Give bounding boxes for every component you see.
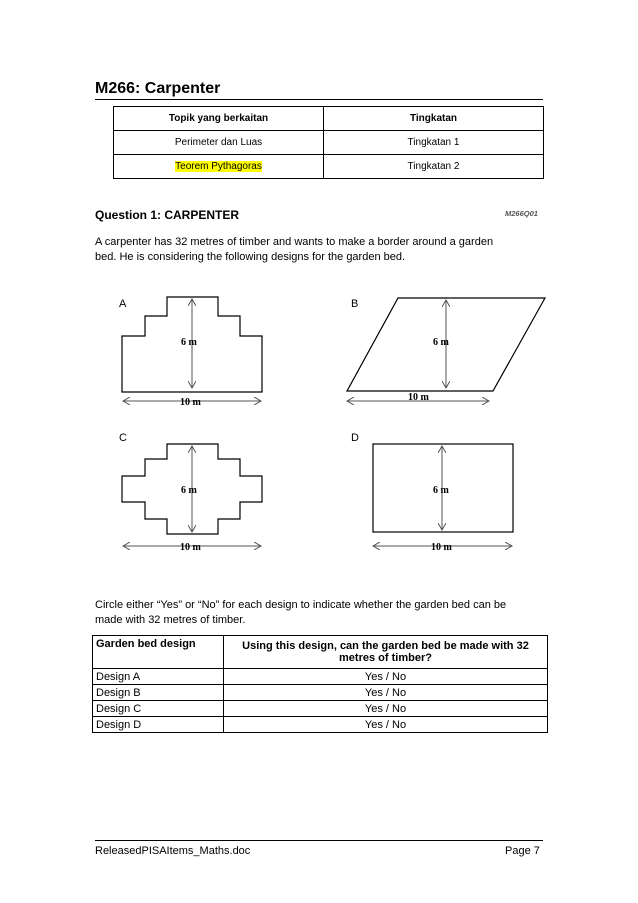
design-c-height: 6 m (181, 485, 197, 496)
figure-b-label: B (351, 298, 359, 310)
table-row (93, 685, 548, 701)
question-title: Question 1: CARPENTER (95, 208, 240, 222)
yes-no-choice[interactable]: Yes / No (224, 685, 548, 701)
design-cell: Design B (93, 685, 224, 701)
answer-header-line: Using this design, can the garden bed be made with 32 (242, 640, 529, 652)
topic-header-cell: Topik yang berkaitan (114, 107, 324, 131)
question-code: M266Q01 (505, 209, 538, 218)
answer-table-header (93, 636, 548, 669)
instruction-line: Circle either “Yes” or “No” for each design to indicate whether the garden bed can be (95, 599, 507, 611)
intro-line: bed. He is considering the following designs for the garden bed. (95, 251, 406, 263)
design-c-width: 10 m (180, 542, 201, 553)
design-column-header: Garden bed design (93, 636, 224, 669)
table-row (93, 669, 548, 685)
topic-text: Perimeter dan Luas (174, 137, 263, 148)
yes-no-choice[interactable]: Yes / No (224, 701, 548, 717)
instruction-line: made with 32 metres of timber. (95, 614, 246, 626)
page-title: M266: Carpenter (95, 80, 221, 97)
figure-d-label: D (351, 432, 359, 444)
topic-text-highlighted: Teorem Pythagoras (175, 161, 262, 172)
answer-table (92, 635, 548, 733)
design-cell: Design C (93, 701, 224, 717)
design-d-height: 6 m (433, 485, 449, 496)
footer-filename: ReleasedPISAItems_Maths.doc (95, 845, 251, 857)
level-cell: Tingkatan 1 (324, 131, 544, 155)
footer-rule (95, 840, 543, 841)
footer-page-number: Page 7 (505, 845, 540, 857)
design-d-width: 10 m (431, 542, 452, 553)
figure-a-label: A (119, 298, 127, 310)
design-cell: Design A (93, 669, 224, 685)
figure-c-label: C (119, 432, 127, 444)
table-row (93, 717, 548, 733)
design-cell: Design D (93, 717, 224, 733)
design-b-height: 6 m (433, 337, 449, 348)
question-instruction (95, 598, 545, 628)
design-a-height: 6 m (181, 337, 197, 348)
level-header-cell: Tingkatan (324, 107, 544, 131)
level-cell: Tingkatan 2 (324, 155, 544, 179)
intro-line: A carpenter has 32 metres of timber and wants to make a border around a garden (95, 236, 494, 248)
yes-no-choice[interactable]: Yes / No (224, 669, 548, 685)
answer-header-line: metres of timber? (339, 652, 432, 664)
yes-no-choice[interactable]: Yes / No (224, 717, 548, 733)
design-b-width: 10 m (408, 392, 429, 403)
design-a-width: 10 m (180, 397, 201, 408)
answer-column-header (224, 636, 548, 669)
table-row (93, 701, 548, 717)
